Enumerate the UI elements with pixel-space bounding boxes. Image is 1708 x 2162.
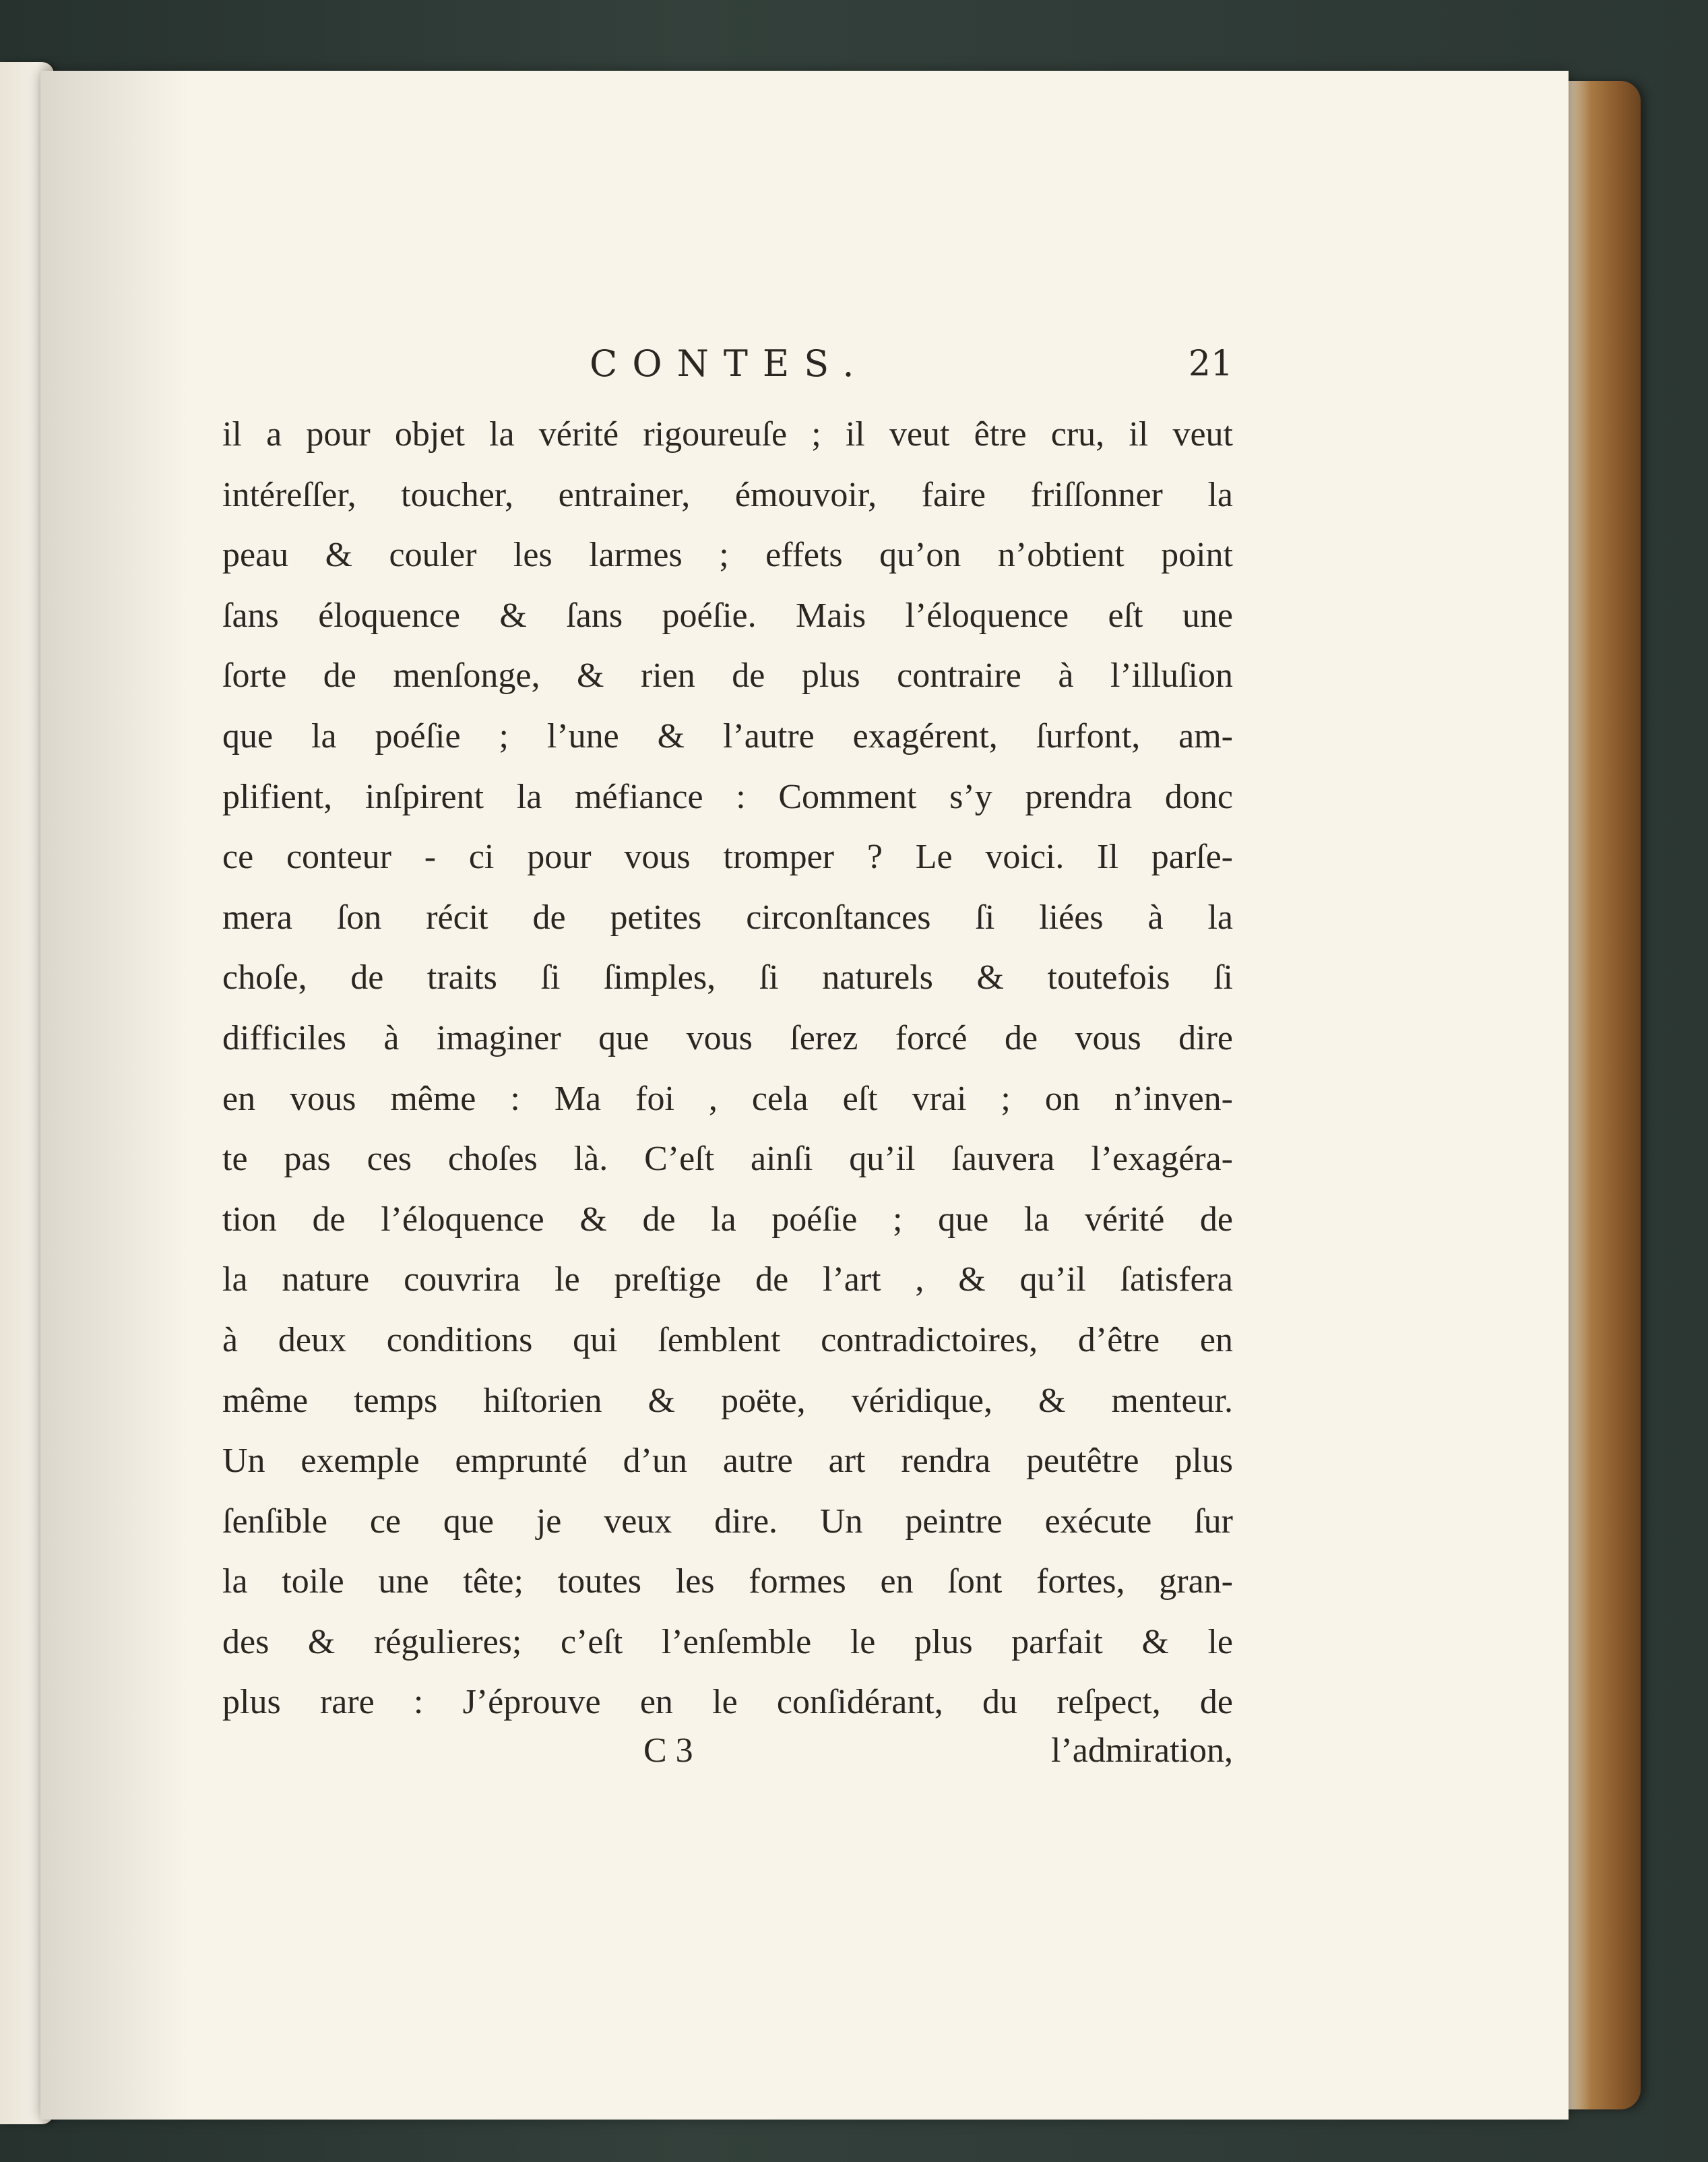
text-line: en vous même : Ma foi , cela eſt vrai ; on n’inven- (222, 1079, 1233, 1118)
text-line: mera ſon récit de petites circonſtances ſi liées à la (222, 898, 1233, 937)
signature-mark: C 3 (643, 1731, 693, 1770)
text-line: peau & couler les larmes ; effets qu’on n’obtient point (222, 536, 1233, 575)
text-line: que la poéſie ; l’une & l’autre exagérent, ſurfont, am- (222, 716, 1233, 755)
text-line: ſans éloquence & ſans poéſie. Mais l’éloquence eſt une (222, 596, 1233, 635)
text-line: intéreſſer, toucher, entrainer, émouvoir, faire friſſonner la (222, 475, 1233, 514)
text-line: la toile une tête; toutes les formes en ſont fortes, gran- (222, 1562, 1233, 1601)
page-header (222, 337, 1233, 404)
text-line: plus rare : J’éprouve en le conſidérant, du reſpect, de (222, 1683, 1233, 1722)
running-title: CONTES. (590, 342, 869, 385)
text-line: Un exemple emprunté d’un autre art rendra peutêtre plus (222, 1442, 1233, 1481)
text-line: te pas ces choſes là. C’eſt ainſi qu’il ſauvera l’exagéra- (222, 1140, 1233, 1179)
text-line: la nature couvrira le preſtige de l’art , & qu’il ſatisfera (222, 1260, 1233, 1299)
text-line: ſenſible ce que je veux dire. Un peintre exécute ſur (222, 1502, 1233, 1541)
text-line: des & régulieres; c’eſt l’enſemble le plus parfait & le (222, 1622, 1233, 1661)
text-line: il a pour objet la vérité rigoureuſe ; il veut être cru, il veut (222, 415, 1233, 454)
text-line: à deux conditions qui ſemblent contradictoires, d’être en (222, 1320, 1233, 1359)
text-line: tion de l’éloquence & de la poéſie ; que la vérité de (222, 1200, 1233, 1239)
page-footer (222, 1724, 1233, 1785)
text-line: plifient, inſpirent la méfiance : Comment s’y prendra donc (222, 777, 1233, 816)
text-line: ſorte de menſonge, & rien de plus contraire à l’illuſion (222, 656, 1233, 696)
catchword: l’admiration, (1050, 1731, 1233, 1770)
text-line: ce conteur - ci pour vous tromper ? Le voici. Il parſe- (222, 838, 1233, 877)
text-line: difficiles à imaginer que vous ſerez forcé de vous dire (222, 1018, 1233, 1057)
text-line: choſe, de traits ſi ſimples, ſi naturels & toutefois ſi (222, 958, 1233, 997)
page-number: 21 (1188, 344, 1233, 384)
body-text (222, 404, 1233, 1733)
text-line: même temps hiſtorien & poëte, véridique, & menteur. (222, 1381, 1233, 1420)
